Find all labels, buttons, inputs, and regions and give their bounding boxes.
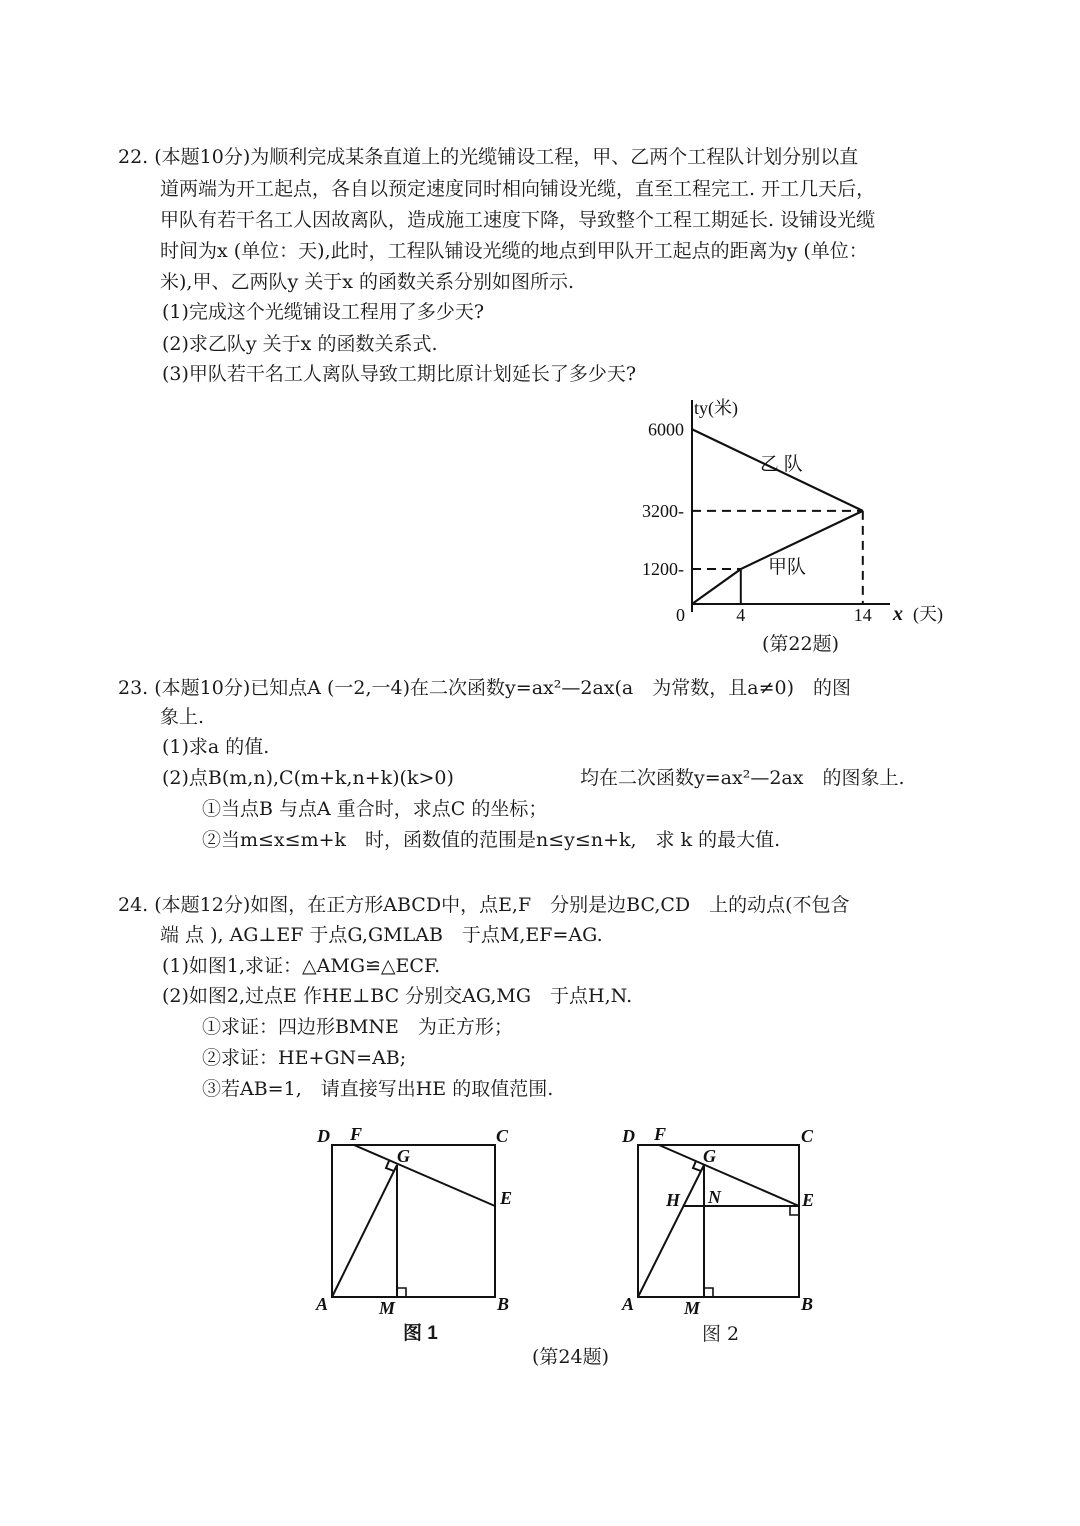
label-m-2: M <box>684 1298 701 1318</box>
q23-line-1: 23. (本题10分)已知点A (一2,一4)在二次函数y=ax²—2ax(a 为常数，且a≠0) 的图 <box>118 677 851 699</box>
q22-line-1: 22. (本题10分)为顺利完成某条直道上的光缆铺设工程，甲、乙两个工程队计划分别以直 <box>118 146 859 168</box>
label-e: E <box>500 1188 513 1208</box>
q22-line-5: 米),甲、乙两队y 关于x 的函数关系分别如图所示. <box>160 271 575 293</box>
x-axis-label-x: x <box>893 603 903 625</box>
q22-sub-3: (3)甲队若干名工人离队导致工期比原计划延长了多少天? <box>162 363 637 385</box>
label-b: B <box>497 1294 510 1314</box>
x-tick-label-14: 14 <box>853 605 872 625</box>
label-d: D <box>317 1126 330 1146</box>
label-h-2: H <box>666 1190 681 1210</box>
label-e-2: E <box>802 1190 815 1210</box>
label-c-2: C <box>801 1126 814 1146</box>
segment-ag <box>332 1165 397 1297</box>
origin-label: 0 <box>676 605 685 625</box>
q24-sub-1: (1)如图1,求证：△AMG≌△ECF. <box>162 955 441 977</box>
x-tick-label-4: 4 <box>736 605 746 625</box>
q24-sub-2: (2)如图2,过点E 作HE⊥BC 分别交AG,MG 于点H,N. <box>162 985 633 1007</box>
label-b-2: B <box>801 1294 814 1314</box>
q23-line-2: 象上. <box>160 706 205 728</box>
q24-caption: (第24题) <box>532 1346 610 1368</box>
q22-line-3: 甲队有若干名工人因故离队，造成施工速度下降，导致整个工程工期延长. 设铺设光缆 <box>160 209 876 231</box>
q24-sub-2-2: ②求证：HE+GN=AB; <box>202 1047 407 1069</box>
x-axis-label-unit: (天) <box>913 604 943 624</box>
q24-line-2: 端 点 ), AG⊥EF 于点G,GMLAB 于点M,EF=AG. <box>160 924 603 946</box>
q23-sub-2b: 均在二次函数y=ax²—2ax 的图象上. <box>580 767 905 789</box>
q22-caption: (第22题) <box>762 633 840 655</box>
figure-2-label: 图 2 <box>702 1323 740 1345</box>
label-f-2: F <box>654 1124 667 1144</box>
segment-fe <box>354 1145 495 1206</box>
series-label-yi: 乙 队 <box>760 454 803 475</box>
q22-sub-2: (2)求乙队y 关于x 的函数关系式. <box>162 333 438 355</box>
label-m: M <box>379 1298 396 1318</box>
right-angle-m-2 <box>704 1288 713 1297</box>
label-c: C <box>496 1126 509 1146</box>
y-axis-label: ty(米) <box>694 398 738 418</box>
segment-ag-2 <box>638 1165 704 1297</box>
figure-1-label: 图 1 <box>403 1323 438 1344</box>
q24-sub-2-1: ①求证：四边形BMNE 为正方形； <box>202 1016 513 1038</box>
q22-line-4: 时间为x (单位：天),此时，工程队铺设光缆的地点到甲队开工起点的距离为y (单位： <box>160 240 868 262</box>
q22-chart <box>620 390 980 630</box>
q24-figure-2 <box>615 1120 825 1320</box>
y-tick-label-3200: 3200- <box>642 500 684 521</box>
label-a-2: A <box>622 1294 635 1314</box>
q24-sub-2-3: ③若AB=1, 请直接写出HE 的取值范围. <box>202 1078 554 1100</box>
q23-sub-1: (1)求a 的值. <box>162 736 270 758</box>
right-angle-m <box>397 1288 406 1297</box>
q24-figure-1 <box>310 1120 520 1320</box>
square-abcd <box>332 1145 495 1297</box>
q22-line-2: 道两端为开工起点，各自以预定速度同时相向铺设光缆，直至工程完工. 开工几天后， <box>160 178 876 200</box>
q22-sub-1: (1)完成这个光缆铺设工程用了多少天? <box>162 301 485 323</box>
series-label-jia: 甲队 <box>768 557 807 578</box>
label-n-2: N <box>708 1187 721 1207</box>
label-a: A <box>316 1294 329 1314</box>
q23-sub-2a: (2)点B(m,n),C(m+k,n+k)(k>0) <box>162 767 454 789</box>
label-g-2: G <box>703 1146 716 1166</box>
label-d-2: D <box>622 1126 635 1146</box>
q24-line-1: 24. (本题12分)如图，在正方形ABCD中，点E,F 分别是边BC,CD 上的动点(不包含 <box>118 894 850 916</box>
y-tick-label-1200: 1200- <box>642 559 684 580</box>
q23-sub-2-1: ①当点B 与点A 重合时，求点C 的坐标； <box>202 798 548 820</box>
square-abcd-2 <box>638 1145 799 1297</box>
label-g: G <box>397 1146 410 1166</box>
right-angle-e-2 <box>790 1206 799 1215</box>
q23-sub-2-2: ②当m≤x≤m+k 时，函数值的范围是n≤y≤n+k, 求 k 的最大值. <box>202 829 781 851</box>
label-f: F <box>350 1124 363 1144</box>
y-tick-label-6000: 6000 <box>648 419 684 440</box>
